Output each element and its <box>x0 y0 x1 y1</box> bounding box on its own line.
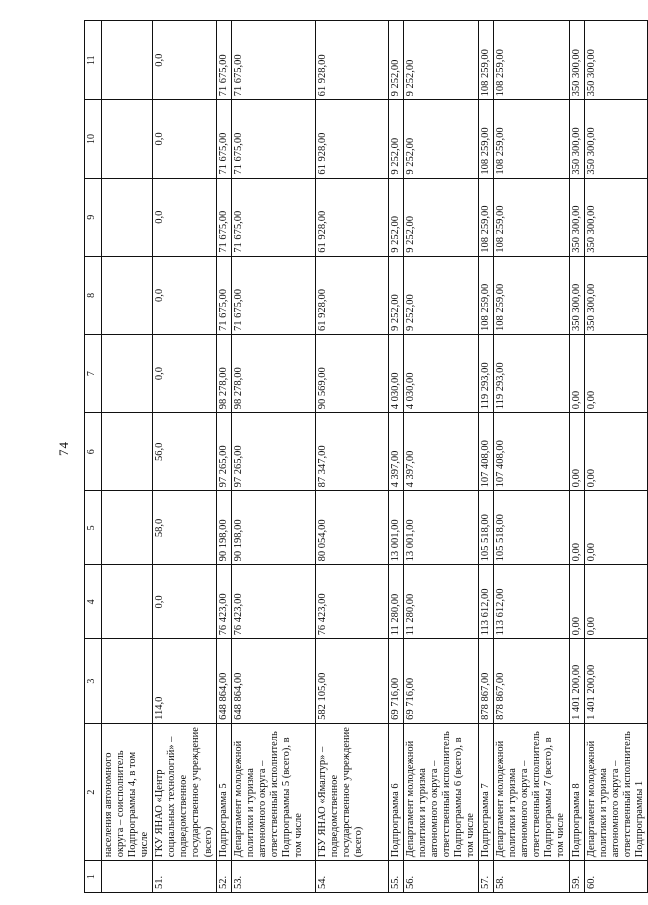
value-line: 71 675,00 <box>232 288 244 331</box>
value-cell-col-5 <box>494 491 569 565</box>
value-line: 76 423,00 <box>232 593 244 636</box>
rotated-table-container <box>84 20 645 893</box>
row-name: Департамент молодежной политики и туризма автономного округа – ответственный исполнитель Подпрограммы 6 (всего), в том числе <box>403 723 478 860</box>
value-cell-col-7 <box>315 334 388 412</box>
value-cell-col-11 <box>584 21 647 100</box>
table-row <box>569 21 584 893</box>
value-line: 108 259,00 <box>495 127 507 175</box>
value-cell-col-7 <box>569 334 584 412</box>
value-line: 108 259,00 <box>495 49 507 97</box>
value-cell-col-3 <box>102 639 153 724</box>
value-line: 648 864,00 <box>232 672 244 720</box>
value-line: 4 397,00 <box>404 450 416 488</box>
column-header-6: 6 <box>85 413 102 491</box>
value-cell-col-10 <box>494 100 569 178</box>
value-cell-col-6 <box>315 413 388 491</box>
value-cell-col-9 <box>569 178 584 256</box>
column-header-1: 1 <box>85 861 102 893</box>
value-cell-col-11 <box>102 21 153 100</box>
value-cell-col-10 <box>315 100 388 178</box>
table-row <box>231 21 315 893</box>
value-line: 98 278,00 <box>217 367 229 410</box>
value-cell-col-5 <box>569 491 584 565</box>
row-index: 53. <box>231 861 315 893</box>
value-cell-col-3 <box>388 639 403 724</box>
column-header-5: 5 <box>85 491 102 565</box>
value-cell-col-11 <box>494 21 569 100</box>
value-line: 108 259,00 <box>480 283 492 331</box>
value-cell-col-9 <box>584 178 647 256</box>
value-cell-col-5 <box>479 491 494 565</box>
value-cell-col-4 <box>102 565 153 639</box>
value-cell-col-6 <box>403 413 478 491</box>
row-name: населения автономного округа – соисполнитель Подпрограммы 4, в том числе <box>102 723 153 860</box>
value-cell-col-3 <box>494 639 569 724</box>
value-line: 0,00 <box>570 543 582 562</box>
value-line: 71 675,00 <box>217 132 229 175</box>
value-line: 878 867,00 <box>480 672 492 720</box>
value-line: 71 675,00 <box>217 54 229 97</box>
value-line: 4 397,00 <box>389 450 401 488</box>
value-cell-col-6 <box>569 413 584 491</box>
value-line: 108 259,00 <box>495 283 507 331</box>
value-cell-col-10 <box>102 100 153 178</box>
column-header-8: 8 <box>85 256 102 334</box>
value-cell-col-9 <box>315 178 388 256</box>
value-cell-col-7 <box>403 334 478 412</box>
value-cell-col-10 <box>479 100 494 178</box>
value-cell-col-6 <box>584 413 647 491</box>
value-line: 9 252,00 <box>389 216 401 253</box>
value-cell-col-3 <box>403 639 478 724</box>
column-header-7: 7 <box>85 334 102 412</box>
column-header-9: 9 <box>85 178 102 256</box>
value-cell-col-6 <box>102 413 153 491</box>
value-cell-col-7 <box>479 334 494 412</box>
value-line: 80 054,00 <box>316 519 328 562</box>
value-cell-col-9 <box>403 178 478 256</box>
value-line: 58,0 <box>154 518 166 538</box>
value-cell-col-4 <box>216 565 231 639</box>
value-cell-col-8 <box>584 256 647 334</box>
page-number: 74 <box>56 441 71 456</box>
row-index: 60. <box>584 861 647 893</box>
value-line: 90 198,00 <box>232 519 244 562</box>
value-line: 71 675,00 <box>232 210 244 253</box>
value-line: 9 252,00 <box>404 216 416 253</box>
row-name: Департамент молодежной политики и туризма автономного округа – ответственный исполнитель Подпрограммы 7 (всего), в том числе <box>494 723 569 860</box>
value-line: 11 280,00 <box>389 593 401 636</box>
value-line: 105 518,00 <box>480 514 492 562</box>
value-line: 61 928,00 <box>316 54 328 97</box>
row-name: Департамент молодежной политики и туризма автономного округа – ответственный исполнитель Подпрограммы 5 (всего), в том числе <box>231 723 315 860</box>
value-line: 350 300,00 <box>570 49 582 97</box>
row-index: 52. <box>216 861 231 893</box>
value-line: 108 259,00 <box>480 127 492 175</box>
row-index: 57. <box>479 861 494 893</box>
value-line: 97 265,00 <box>217 445 229 488</box>
value-line: 69 716,00 <box>404 677 416 720</box>
value-line: 0,0 <box>154 367 166 381</box>
value-cell-col-3 <box>231 639 315 724</box>
value-line: 350 300,00 <box>585 283 597 331</box>
value-cell-col-4 <box>231 565 315 639</box>
value-cell-col-9 <box>102 178 153 256</box>
value-cell-col-11 <box>388 21 403 100</box>
column-header-10: 10 <box>85 100 102 178</box>
row-index <box>102 861 153 893</box>
value-line: 97 265,00 <box>232 445 244 488</box>
value-line: 107 408,00 <box>480 440 492 488</box>
value-cell-col-7 <box>494 334 569 412</box>
value-cell-col-9 <box>231 178 315 256</box>
value-cell-col-11 <box>153 21 216 100</box>
value-line: 9 252,00 <box>404 59 416 97</box>
row-name: Подпрограмма 6 <box>388 723 403 860</box>
table-row <box>388 21 403 893</box>
value-cell-col-8 <box>102 256 153 334</box>
value-cell-col-11 <box>315 21 388 100</box>
value-cell-col-10 <box>388 100 403 178</box>
value-line: 0,00 <box>570 469 582 488</box>
value-cell-col-3 <box>479 639 494 724</box>
value-cell-col-10 <box>584 100 647 178</box>
budget-table <box>84 20 648 893</box>
table-row <box>216 21 231 893</box>
value-cell-col-4 <box>479 565 494 639</box>
row-index: 54. <box>315 861 388 893</box>
value-cell-col-8 <box>494 256 569 334</box>
table-row <box>102 21 153 893</box>
value-cell-col-6 <box>153 413 216 491</box>
column-header-4: 4 <box>85 565 102 639</box>
row-index: 55. <box>388 861 403 893</box>
value-line: 0,0 <box>154 53 166 67</box>
value-line: 90 198,00 <box>217 519 229 562</box>
value-cell-col-3 <box>153 639 216 724</box>
value-cell-col-9 <box>494 178 569 256</box>
row-name: Подпрограмма 8 <box>569 723 584 860</box>
value-line: 350 300,00 <box>585 127 597 175</box>
value-line: 61 928,00 <box>316 210 328 253</box>
row-name: Департамент молодежной политики и туризма автономного округа – ответственный исполнитель Подпрограммы 1 <box>584 723 647 860</box>
value-cell-col-8 <box>479 256 494 334</box>
value-line: 648 864,00 <box>217 672 229 720</box>
value-cell-col-9 <box>479 178 494 256</box>
table-header-row <box>85 21 102 893</box>
value-cell-col-9 <box>388 178 403 256</box>
value-cell-col-10 <box>403 100 478 178</box>
value-line: 9 252,00 <box>389 137 401 175</box>
value-line: 71 675,00 <box>217 288 229 331</box>
row-index: 56. <box>403 861 478 893</box>
value-cell-col-5 <box>153 491 216 565</box>
value-line: 0,00 <box>585 390 597 410</box>
value-cell-col-4 <box>569 565 584 639</box>
value-cell-col-9 <box>153 178 216 256</box>
value-line: 13 001,00 <box>404 519 416 562</box>
value-cell-col-9 <box>216 178 231 256</box>
value-line: 9 252,00 <box>404 137 416 175</box>
column-header-3: 3 <box>85 639 102 724</box>
value-cell-col-4 <box>403 565 478 639</box>
value-line: 71 675,00 <box>217 210 229 253</box>
table-body <box>85 21 648 893</box>
table-row <box>403 21 478 893</box>
value-line: 119 293,00 <box>480 362 492 410</box>
value-line: 69 716,00 <box>389 677 401 720</box>
value-cell-col-8 <box>231 256 315 334</box>
value-cell-col-8 <box>216 256 231 334</box>
value-line: 107 408,00 <box>495 440 507 488</box>
value-line: 350 300,00 <box>585 205 597 253</box>
value-line: 878 867,00 <box>495 672 507 720</box>
value-line: 4 030,00 <box>389 372 401 410</box>
value-line: 71 675,00 <box>232 132 244 175</box>
value-line: 114,0 <box>154 696 166 720</box>
row-name: ГКУ ЯНАО «Центр социальных технологий» – подведомственное государственное учреждение (всего) <box>153 723 216 860</box>
value-cell-col-7 <box>216 334 231 412</box>
value-line: 9 252,00 <box>389 59 401 97</box>
value-cell-col-10 <box>231 100 315 178</box>
value-cell-col-8 <box>153 256 216 334</box>
value-line: 113 612,00 <box>495 588 507 636</box>
value-line: 108 259,00 <box>480 205 492 253</box>
value-line: 0,00 <box>585 616 597 636</box>
value-cell-col-3 <box>569 639 584 724</box>
table-row <box>584 21 647 893</box>
value-line: 4 030,00 <box>404 372 416 410</box>
value-line: 56,0 <box>154 442 166 461</box>
value-line: 61 928,00 <box>316 288 328 331</box>
value-line: 350 300,00 <box>570 205 582 253</box>
value-line: 1 401 200,00 <box>585 664 597 720</box>
value-cell-col-3 <box>216 639 231 724</box>
value-cell-col-5 <box>102 491 153 565</box>
value-line: 0,0 <box>154 132 166 146</box>
value-cell-col-8 <box>403 256 478 334</box>
value-cell-col-4 <box>153 565 216 639</box>
value-line: 71 675,00 <box>232 54 244 97</box>
value-line: 90 569,00 <box>316 367 328 410</box>
value-line: 119 293,00 <box>495 362 507 410</box>
row-index: 59. <box>569 861 584 893</box>
value-line: 9 252,00 <box>389 294 401 331</box>
value-line: 350 300,00 <box>585 49 597 97</box>
value-line: 76 423,00 <box>217 593 229 636</box>
value-cell-col-11 <box>479 21 494 100</box>
value-line: 0,00 <box>570 616 582 636</box>
value-cell-col-7 <box>231 334 315 412</box>
row-name: Подпрограмма 5 <box>216 723 231 860</box>
value-line: 61 928,00 <box>316 132 328 175</box>
value-cell-col-11 <box>569 21 584 100</box>
table-row <box>479 21 494 893</box>
value-line: 11 280,00 <box>404 593 416 636</box>
value-cell-col-3 <box>584 639 647 724</box>
value-line: 350 300,00 <box>570 283 582 331</box>
column-header-2: 2 <box>85 723 102 860</box>
value-cell-col-11 <box>216 21 231 100</box>
row-name: Подпрограмма 7 <box>479 723 494 860</box>
value-line: 76 423,00 <box>316 593 328 636</box>
table-row <box>494 21 569 893</box>
value-cell-col-6 <box>388 413 403 491</box>
value-cell-col-10 <box>216 100 231 178</box>
value-cell-col-5 <box>216 491 231 565</box>
value-line: 0,00 <box>570 390 582 410</box>
value-cell-col-10 <box>569 100 584 178</box>
value-cell-col-5 <box>403 491 478 565</box>
value-line: 108 259,00 <box>495 205 507 253</box>
column-header-11: 11 <box>85 21 102 100</box>
value-cell-col-5 <box>388 491 403 565</box>
value-line: 105 518,00 <box>495 514 507 562</box>
value-cell-col-11 <box>231 21 315 100</box>
table-row <box>315 21 388 893</box>
value-line: 87 347,00 <box>316 445 328 488</box>
value-cell-col-8 <box>569 256 584 334</box>
value-cell-col-10 <box>153 100 216 178</box>
row-index: 51. <box>153 861 216 893</box>
value-line: 0,0 <box>154 210 166 224</box>
value-cell-col-7 <box>102 334 153 412</box>
value-cell-col-8 <box>315 256 388 334</box>
value-cell-col-3 <box>315 639 388 724</box>
value-cell-col-5 <box>315 491 388 565</box>
value-cell-col-8 <box>388 256 403 334</box>
value-cell-col-4 <box>315 565 388 639</box>
value-cell-col-11 <box>403 21 478 100</box>
value-cell-col-4 <box>388 565 403 639</box>
value-cell-col-6 <box>231 413 315 491</box>
value-line: 0,0 <box>154 595 166 609</box>
row-name: ГБУ ЯНАО «Ямалтур» – подведомственное государственное учреждение (всего) <box>315 723 388 860</box>
value-line: 0,00 <box>585 543 597 562</box>
value-line: 0,0 <box>154 288 166 302</box>
value-line: 98 278,00 <box>232 367 244 410</box>
value-line: 13 001,00 <box>389 519 401 562</box>
value-line: 9 252,00 <box>404 294 416 331</box>
value-cell-col-7 <box>153 334 216 412</box>
value-cell-col-7 <box>584 334 647 412</box>
value-line: 113 612,00 <box>480 588 492 636</box>
value-line: 350 300,00 <box>570 127 582 175</box>
value-cell-col-6 <box>216 413 231 491</box>
value-line: 1 401 200,00 <box>570 664 582 720</box>
value-cell-col-7 <box>388 334 403 412</box>
value-line: 108 259,00 <box>480 49 492 97</box>
value-cell-col-6 <box>479 413 494 491</box>
row-index: 58. <box>494 861 569 893</box>
value-cell-col-5 <box>584 491 647 565</box>
value-cell-col-4 <box>584 565 647 639</box>
value-line: 0,00 <box>585 469 597 488</box>
value-cell-col-4 <box>494 565 569 639</box>
value-cell-col-6 <box>494 413 569 491</box>
value-cell-col-5 <box>231 491 315 565</box>
table-row <box>153 21 216 893</box>
value-line: 582 105,00 <box>316 672 328 720</box>
